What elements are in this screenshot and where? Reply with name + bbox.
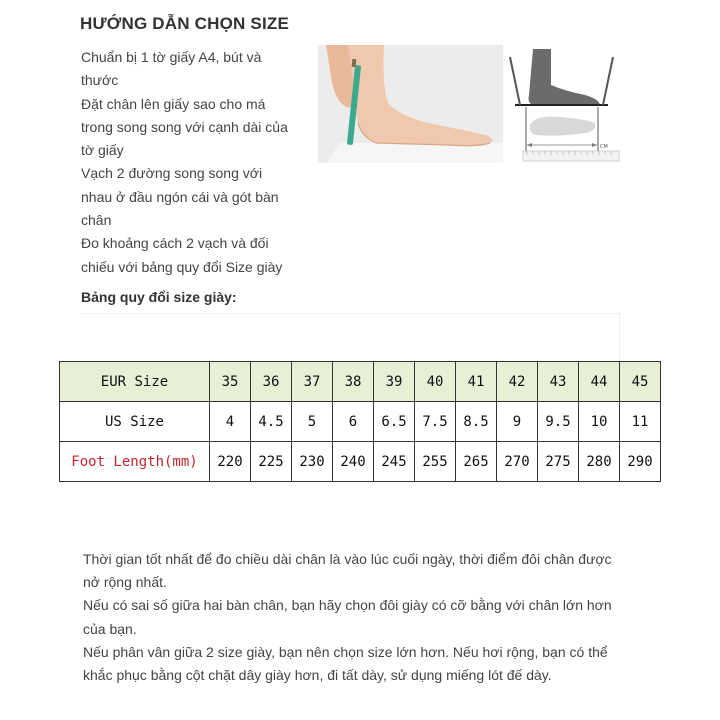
step-item: Đo khoảng cách 2 vạch và đối chiếu với bảng quy đổi Size giày (81, 235, 283, 275)
table-cell: 225 (251, 442, 292, 482)
table-cell: 255 (415, 442, 456, 482)
table-cell: 43 (538, 362, 579, 402)
size-conversion-table (59, 361, 661, 482)
divider (619, 313, 620, 361)
table-cell: 38 (333, 362, 374, 402)
tip-paragraph: Nếu phân vân giữa 2 size giày, bạn nên chọn size lớn hơn. Nếu hơi rộng, bạn có thể khắc phục bằng cột chặt dây giày hơn, đi tất dày, sử dụng miếng lót đế dày. (83, 643, 608, 684)
table-cell: 37 (292, 362, 333, 402)
tip-paragraph: Thời gian tốt nhất để đo chiều dài chân là vào lúc cuối ngày, thời điểm đôi chân được nở rộng nhất. (83, 551, 612, 591)
table-cell: 9.5 (538, 402, 579, 442)
step-item: Vạch 2 đường song song với nhau ở đầu ngón cái và gót bàn chân (81, 165, 279, 229)
table-cell: 35 (210, 362, 251, 402)
table-cell: 39 (374, 362, 415, 402)
table-row-eur (60, 362, 661, 402)
table-cell: 230 (292, 442, 333, 482)
row-label-foot-length: Foot Length(mm) (60, 442, 210, 482)
table-cell: 36 (251, 362, 292, 402)
table-cell: 240 (333, 442, 374, 482)
divider (81, 313, 621, 314)
step-item: Chuẩn bị 1 tờ giấy A4, bút và thước (81, 49, 262, 89)
step-item: Đặt chân lên giấy sao cho má trong song song với cạnh dài của tờ giấy (81, 95, 288, 159)
table-cell: 40 (415, 362, 456, 402)
tips-section (83, 548, 623, 687)
table-cell: 280 (579, 442, 620, 482)
table-cell: 45 (620, 362, 661, 402)
tip-paragraph: Nếu có sai số giữa hai bàn chân, bạn hãy chọn đôi giày có cỡ bằng với chân lớn hơn của bạn. (83, 597, 612, 637)
table-cell: 245 (374, 442, 415, 482)
table-cell: 290 (620, 442, 661, 482)
guide-title: HƯỚNG DẪN CHỌN SIZE (80, 14, 290, 33)
table-cell: 7.5 (415, 402, 456, 442)
table-cell: 270 (497, 442, 538, 482)
table-cell: 6.5 (374, 402, 415, 442)
foot-diagram (505, 45, 620, 165)
table-cell: 4.5 (251, 402, 292, 442)
table-cell: 5 (292, 402, 333, 442)
foot-measuring-photo (318, 45, 503, 163)
table-cell: 220 (210, 442, 251, 482)
table-cell: 41 (456, 362, 497, 402)
steps-list (81, 46, 296, 279)
table-cell: 44 (579, 362, 620, 402)
table-row-us (60, 402, 661, 442)
row-label-eur: EUR Size (60, 362, 210, 402)
size-table-title: Bảng quy đổi size giày: (81, 289, 237, 305)
ruler-unit-label: CM (600, 144, 608, 150)
table-cell: 42 (497, 362, 538, 402)
table-cell: 275 (538, 442, 579, 482)
table-cell: 9 (497, 402, 538, 442)
table-cell: 6 (333, 402, 374, 442)
table-cell: 265 (456, 442, 497, 482)
row-label-us: US Size (60, 402, 210, 442)
table-cell: 11 (620, 402, 661, 442)
foot-photo-illustration (318, 45, 503, 163)
table-cell: 8.5 (456, 402, 497, 442)
foot-diagram-illustration (505, 45, 620, 165)
table-cell: 10 (579, 402, 620, 442)
table-row-foot-length (60, 442, 661, 482)
table-cell: 4 (210, 402, 251, 442)
